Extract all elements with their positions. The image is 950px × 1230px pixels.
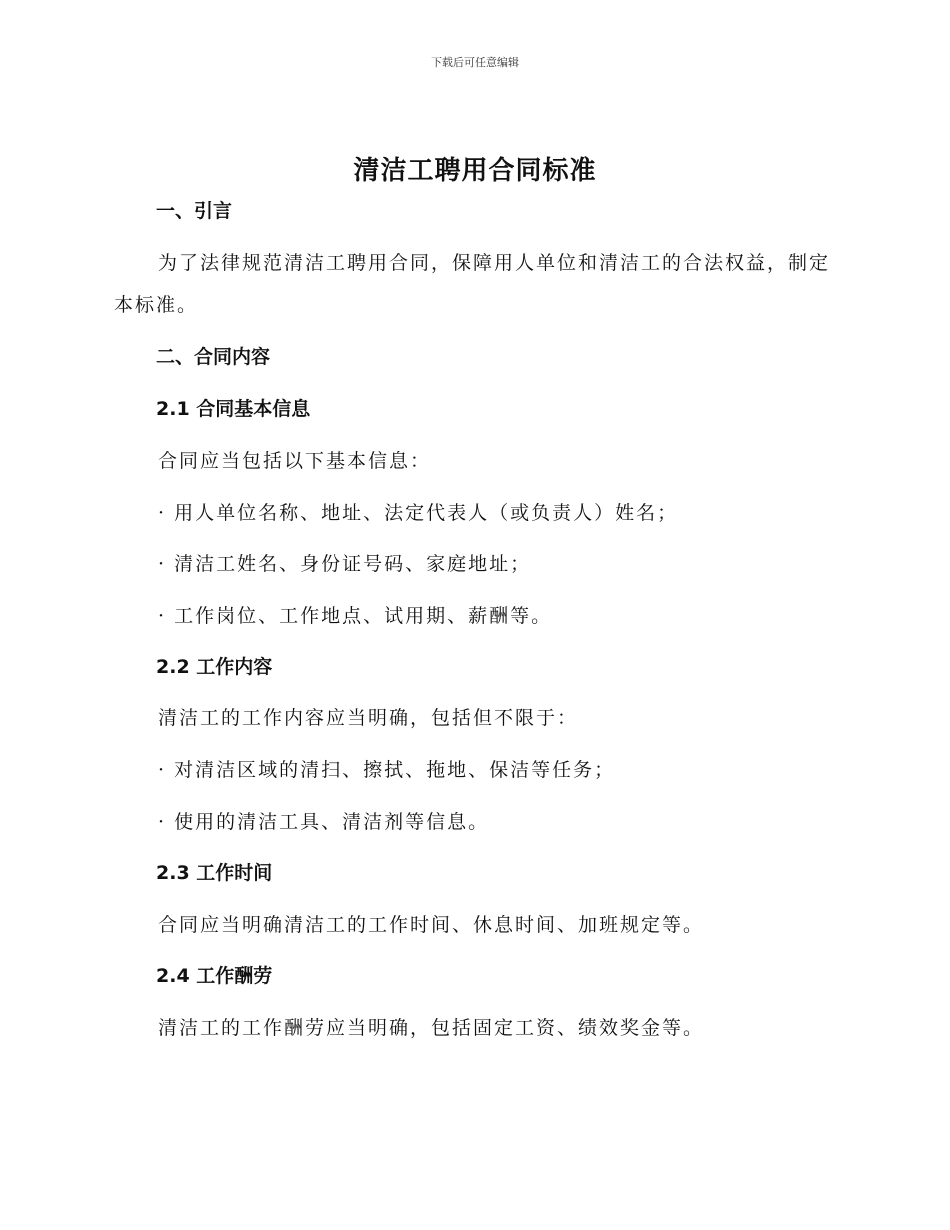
page-header-note: 下载后可任意编辑 xyxy=(431,56,519,69)
subsection-2-1-text: 合同应当包括以下基本信息： xyxy=(158,450,432,472)
subsection-2-3-text: 合同应当明确清洁工的工作时间、休息时间、加班规定等。 xyxy=(158,914,705,936)
subsection-heading-2-4: 2.4 工作酬劳 xyxy=(156,965,273,987)
subsection-heading-2-2: 2.2 工作内容 xyxy=(156,656,273,678)
list-item: · 使用的清洁工具、清洁剂等信息。 xyxy=(158,811,490,833)
section-heading-intro: 一、引言 xyxy=(156,200,233,222)
subsection-heading-2-3: 2.3 工作时间 xyxy=(156,862,273,884)
subsection-heading-2-1: 2.1 合同基本信息 xyxy=(156,398,311,420)
list-item: · 用人单位名称、地址、法定代表人（或负责人）姓名； xyxy=(158,502,679,524)
list-item: · 工作岗位、工作地点、试用期、薪酬等。 xyxy=(158,605,553,627)
subsection-2-2-text: 清洁工的工作内容应当明确，包括但不限于： xyxy=(158,707,579,729)
intro-paragraph: 为了法律规范清洁工聘用合同，保障用人单位和清洁工的合法权益，制定本标准。 xyxy=(114,252,831,316)
document-title: 清洁工聘用合同标准 xyxy=(353,156,597,186)
section-heading-content: 二、合同内容 xyxy=(156,346,271,368)
list-item: · 清洁工姓名、身份证号码、家庭地址； xyxy=(158,553,532,575)
subsection-2-4-text: 清洁工的工作酬劳应当明确，包括固定工资、绩效奖金等。 xyxy=(158,1017,705,1039)
list-item: · 对清洁区域的清扫、擦拭、拖地、保洁等任务； xyxy=(158,759,616,781)
